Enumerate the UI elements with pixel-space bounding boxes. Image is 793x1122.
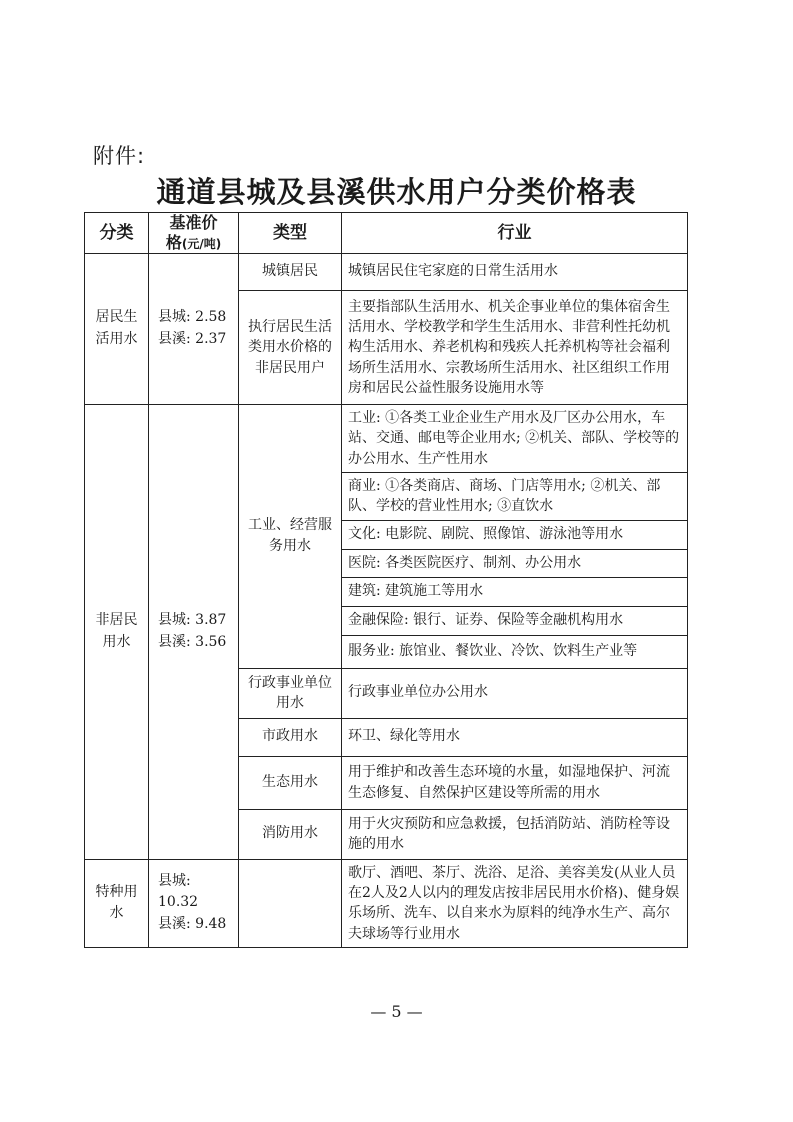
industry-cell: 金融保险: 银行、证券、保险等金融机构用水 bbox=[342, 606, 688, 635]
industry-cell: 文化: 电影院、剧院、照像馆、游泳池等用水 bbox=[342, 520, 688, 549]
industry-cell: 服务业: 旅馆业、餐饮业、冷饮、饮料生产业等 bbox=[342, 635, 688, 668]
header-base-price-line1: 基准价 bbox=[169, 213, 218, 232]
price-resident-xianxi: 县溪: 2.37 bbox=[158, 331, 227, 347]
table-row bbox=[85, 859, 688, 947]
category-nonresident: 非居民用水 bbox=[85, 405, 149, 860]
industry-cell: 主要指部队生活用水、机关企事业单位的集体宿舍生活用水、学校教学和学生生活用水、非营利性托幼机构生活用水、养老机构和残疾人托养机构等社会福利场所生活用水、宗教场所生活用水、社区组织工作用房和居民公益性服务设施用水等 bbox=[342, 291, 688, 405]
category-resident: 居民生活用水 bbox=[85, 254, 149, 405]
type-cell bbox=[239, 859, 342, 947]
header-base-price bbox=[149, 213, 239, 254]
type-cell: 城镇居民 bbox=[239, 254, 342, 291]
header-base-price-line2: 格 bbox=[165, 233, 182, 252]
industry-cell: 歌厅、酒吧、茶厅、洗浴、足浴、美容美发(从业人员在2人及2人以内的理发店按非居民用水价格)、健身娱乐场所、洗车、以自来水为原料的纯净水生产、高尔夫球场等行业用水 bbox=[342, 859, 688, 947]
price-nonresident bbox=[149, 405, 239, 860]
industry-cell: 医院: 各类医院医疗、制剂、办公用水 bbox=[342, 549, 688, 578]
industry-cell: 工业: ①各类工业企业生产用水及厂区办公用水，车站、交通、邮电等企业用水; ②机关、部队、学校等的办公用水、生产性用水 bbox=[342, 405, 688, 473]
type-business: 工业、经营服务用水 bbox=[239, 405, 342, 669]
table-row bbox=[85, 254, 688, 291]
type-cell: 行政事业单位用水 bbox=[239, 668, 342, 718]
price-special bbox=[149, 859, 239, 947]
industry-cell: 商业: ①各类商店、商场、门店等用水; ②机关、部队、学校的营业性用水; ③直饮水 bbox=[342, 472, 688, 520]
type-cell: 市政用水 bbox=[239, 718, 342, 756]
industry-cell: 用于维护和改善生态环境的水量，如湿地保护、河流生态修复、自然保护区建设等所需的用水 bbox=[342, 756, 688, 809]
attachment-label: 附件: bbox=[93, 144, 146, 168]
price-nonresident-xianxi: 县溪: 3.56 bbox=[158, 633, 227, 650]
header-industry: 行业 bbox=[342, 213, 688, 254]
page-number: — 5 — bbox=[370, 1002, 423, 1021]
industry-cell: 城镇居民住宅家庭的日常生活用水 bbox=[342, 254, 688, 291]
industry-cell: 环卫、绿化等用水 bbox=[342, 718, 688, 756]
header-type: 类型 bbox=[239, 213, 342, 254]
industry-cell: 建筑: 建筑施工等用水 bbox=[342, 578, 688, 607]
document-title: 通道县城及县溪供水用户分类价格表 bbox=[156, 175, 637, 209]
table-row bbox=[85, 405, 688, 473]
category-special: 特种用水 bbox=[85, 859, 149, 947]
header-category: 分类 bbox=[85, 213, 149, 254]
industry-cell: 用于火灾预防和应急救援，包括消防站、消防栓等设施的用水 bbox=[342, 809, 688, 859]
water-price-table bbox=[84, 212, 688, 948]
price-resident-county: 县城: 2.58 bbox=[158, 309, 227, 326]
type-cell: 生态用水 bbox=[239, 756, 342, 809]
type-cell: 消防用水 bbox=[239, 809, 342, 859]
price-special-county: 县城: 10.32 bbox=[158, 872, 199, 911]
industry-cell: 行政事业单位办公用水 bbox=[342, 668, 688, 718]
table-header-row bbox=[85, 213, 688, 254]
price-resident bbox=[149, 254, 239, 405]
price-nonresident-county: 县城: 3.87 bbox=[158, 612, 227, 629]
header-base-price-unit: (元/吨) bbox=[181, 237, 222, 251]
type-cell: 执行居民生活类用水价格的非居民用户 bbox=[239, 291, 342, 405]
price-special-xianxi: 县溪: 9.48 bbox=[158, 916, 227, 933]
